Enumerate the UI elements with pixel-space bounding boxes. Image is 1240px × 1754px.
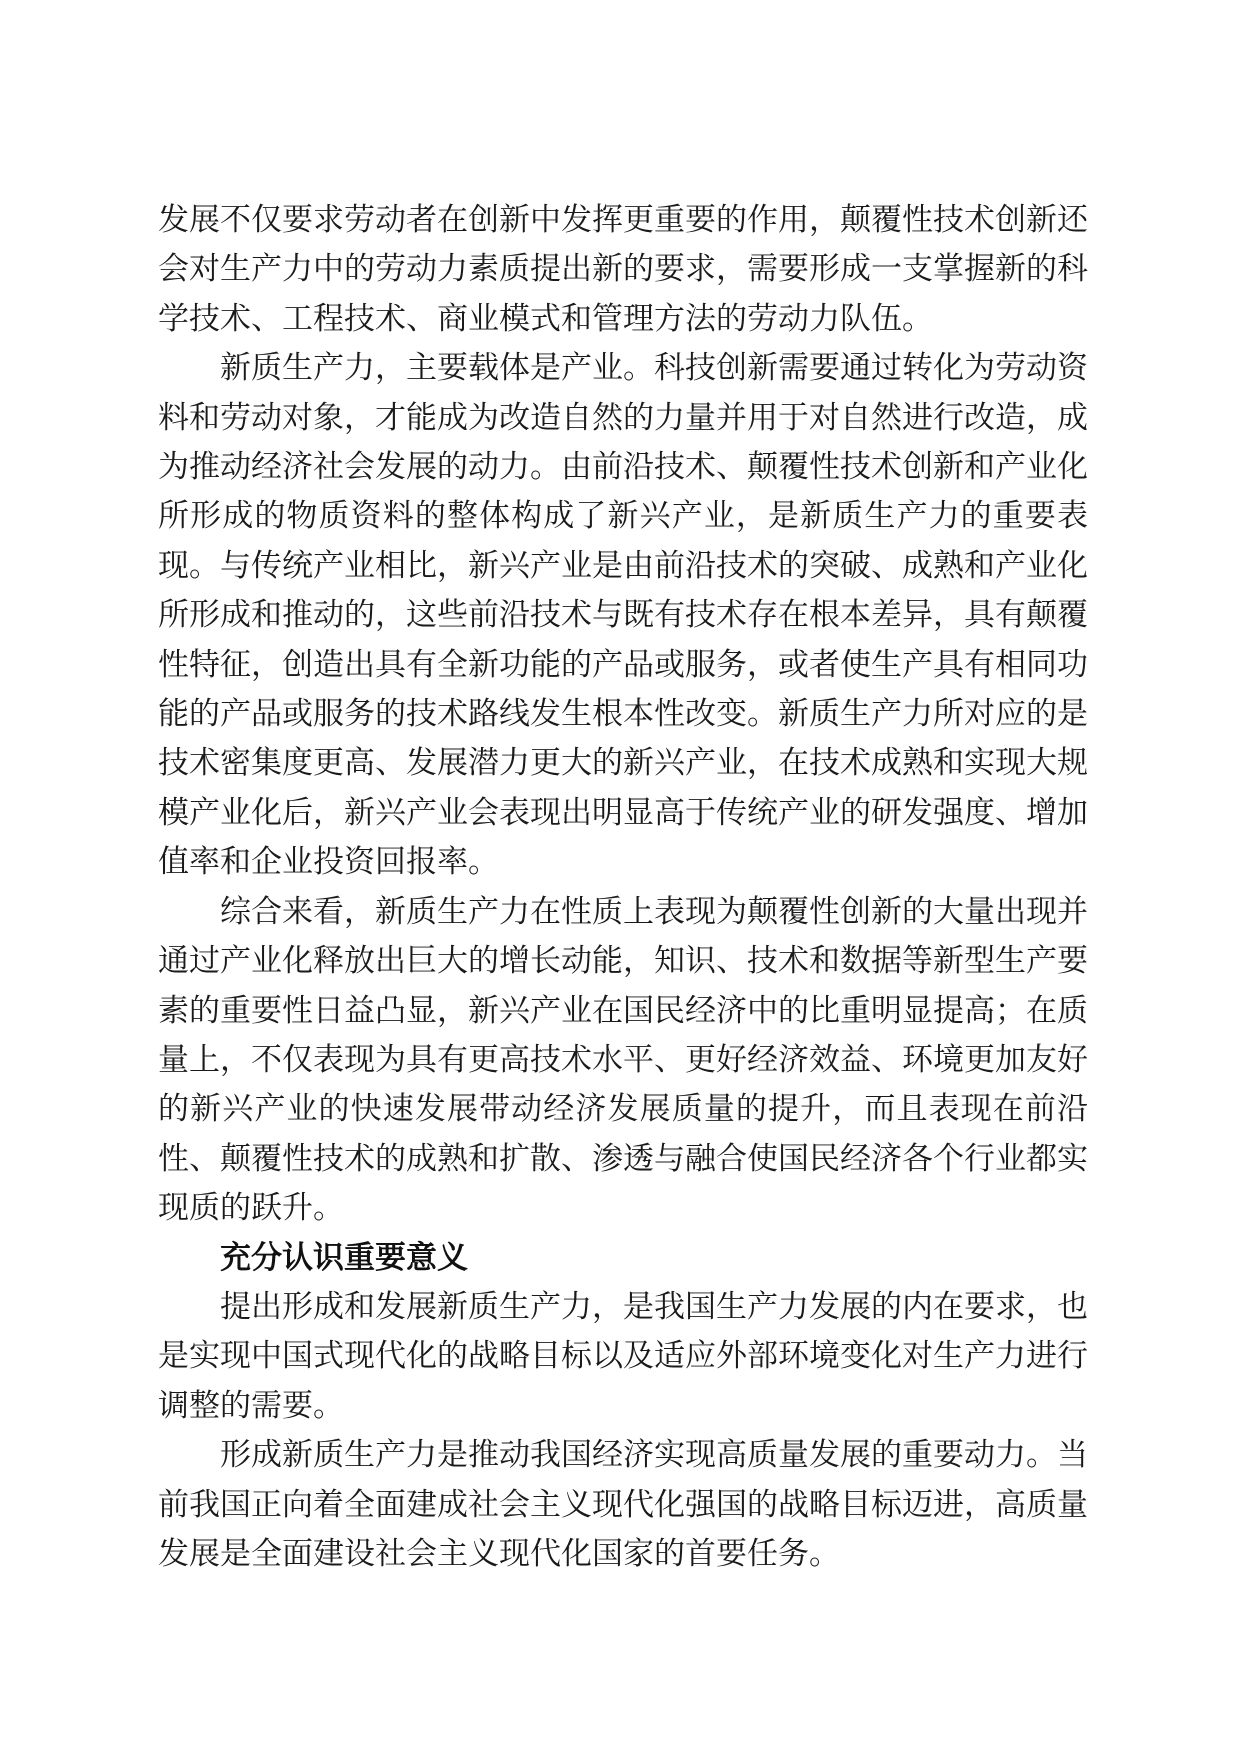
document-body	[158, 196, 1088, 1579]
paragraph-new-productivity-industry: 新质生产力，主要载体是产业。科技创新需要通过转化为劳动资料和劳动对象，才能成为改造自然的力量并用于对自然进行改造，成为推动经济社会发展的动力。由前沿技术、颠覆性技术创新和产业化所形成的物质资料的整体构成了新兴产业，是新质生产力的重要表现。与传统产业相比，新兴产业是由前沿技术的突破、成熟和产业化所形成和推动的，这些前沿技术与既有技术存在根本差异，具有颠覆性特征，创造出具有全新功能的产品或服务，或者使生产具有相同功能的产品或服务的技术路线发生根本性改变。新质生产力所对应的是技术密集度更高、发展潜力更大的新兴产业，在技术成熟和实现大规模产业化后，新兴产业会表现出明显高于传统产业的研发强度、增加值率和企业投资回报率。	[158, 350, 1088, 881]
paragraph-significance-intro: 提出形成和发展新质生产力，是我国生产力发展的内在要求，也是实现中国式现代化的战略目标以及适应外部环境变化对生产力进行调整的需要。	[158, 1288, 1088, 1424]
paragraph-high-quality-development: 形成新质生产力是推动我国经济实现高质量发展的重要动力。当前我国正向着全面建成社会主义现代化强国的战略目标迈进，高质量发展是全面建设社会主义现代化国家的首要任务。	[158, 1437, 1088, 1572]
paragraph-summary: 综合来看，新质生产力在性质上表现为颠覆性创新的大量出现并通过产业化释放出巨大的增长动能，知识、技术和数据等新型生产要素的重要性日益凸显，新兴产业在国民经济中的比重明显提高；在质量上，不仅表现为具有更高技术水平、更好经济效益、环境更加友好的新兴产业的快速发展带动经济发展质量的提升，而且表现在前沿性、颠覆性技术的成熟和扩散、渗透与融合使国民经济各个行业都实现质的跃升。	[158, 893, 1088, 1227]
paragraph-continued: 发展不仅要求劳动者在创新中发挥更重要的作用，颠覆性技术创新还会对生产力中的劳动力素质提出新的要求，需要形成一支掌握新的科学技术、工程技术、商业模式和管理方法的劳动力队伍。	[158, 202, 1088, 337]
section-heading: 充分认识重要意义	[220, 1239, 468, 1276]
